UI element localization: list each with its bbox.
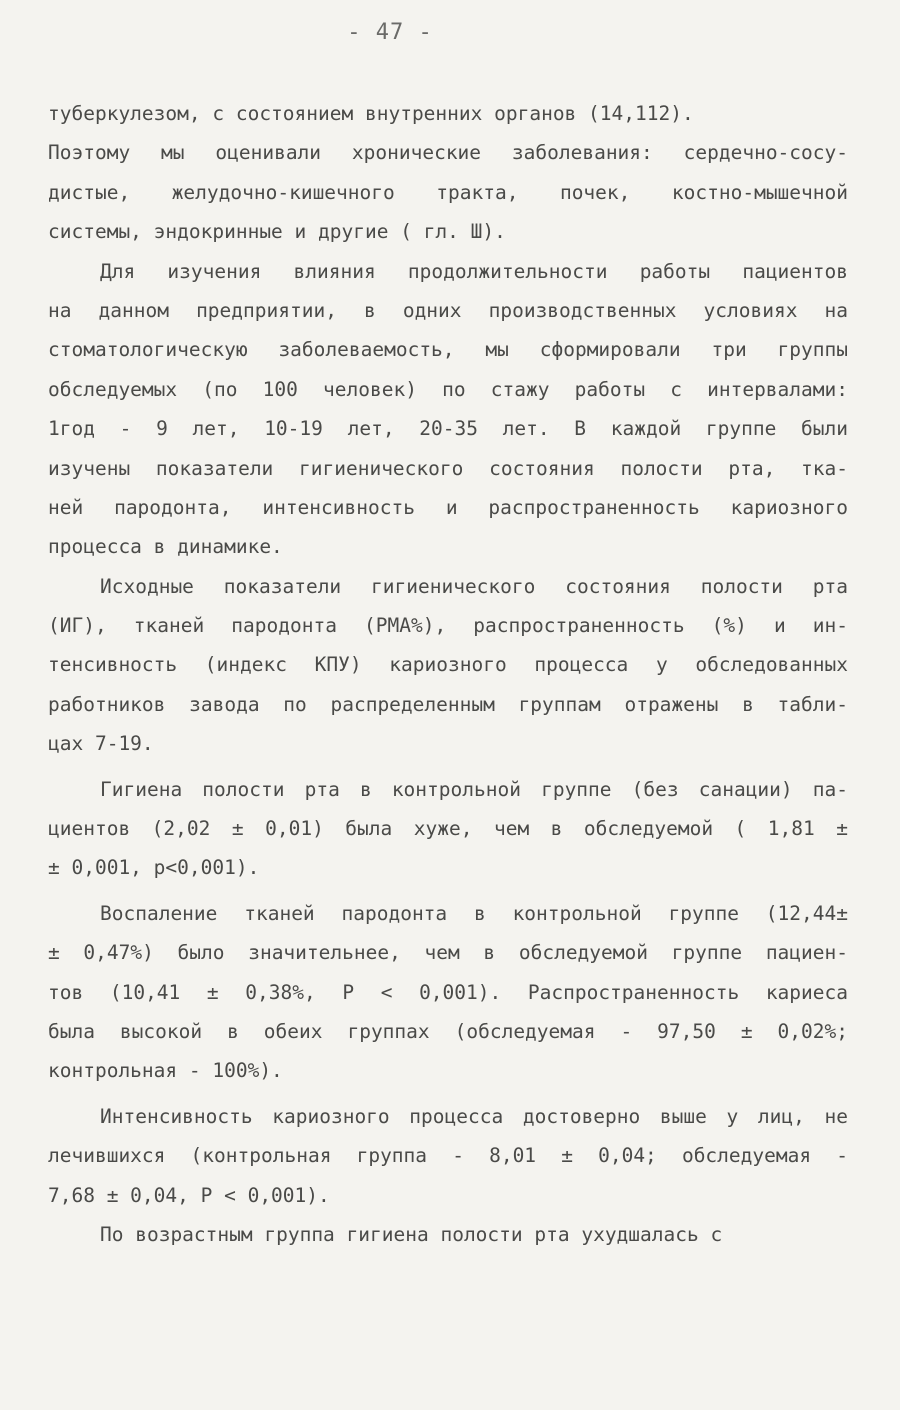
text-line: лечившихся (контрольная группа - 8,01 ± 0,04; обследуемая -	[48, 1144, 848, 1168]
text-line: контрольная - 100%).	[48, 1059, 283, 1083]
text-line: Гигиена полости рта в контрольной группе (без санации) па-	[100, 777, 848, 801]
text-line: стоматологическую заболеваемость, мы сформировали три группы	[48, 338, 848, 362]
text-line: ± 0,001, р<0,001).	[48, 856, 260, 880]
text-line: Исходные показатели гигиенического состояния полости рта	[100, 574, 848, 598]
text-line: тенсивность (индекс КПУ) кариозного процесса у обследованных	[48, 653, 848, 677]
text-line: тов (10,41 ± 0,38%, Р < 0,001). Распространенность кариеса	[48, 980, 848, 1004]
text-line: обследуемых (по 100 человек) по стажу работы с интервалами:	[48, 377, 848, 401]
text-line: была высокой в обеих группах (обследуемая - 97,50 ± 0,02%;	[48, 1019, 848, 1043]
text-line: процесса в динамике.	[48, 535, 283, 559]
text-line: Для изучения влияния продолжительности работы пациентов	[100, 259, 848, 283]
text-line: изучены показатели гигиенического состояния полости рта, тка-	[48, 456, 848, 480]
text-line: Воспаление тканей пародонта в контрольной группе (12,44±	[100, 901, 848, 925]
text-line: 1год - 9 лет, 10-19 лет, 20-35 лет. В каждой группе были	[48, 417, 848, 441]
text-line: туберкулезом, с состоянием внутренних органов (14,112).	[48, 102, 694, 125]
text-line: 7,68 ± 0,04, Р < 0,001).	[48, 1183, 330, 1207]
text-line: циентов (2,02 ± 0,01) была хуже, чем в обследуемой ( 1,81 ±	[48, 817, 848, 841]
text-line: дистые, желудочно-кишечного тракта, почек, костно-мышечной	[48, 180, 848, 204]
text-line: системы, эндокринные и другие ( гл. Ш).	[48, 220, 506, 244]
text-line: По возрастным группа гигиена полости рта ухудшалась с	[100, 1222, 723, 1246]
text-line: ней пародонта, интенсивность и распространенность кариозного	[48, 495, 848, 519]
text-line: работников завода по распределенным группам отражены в табли-	[48, 692, 848, 716]
text-line: Поэтому мы оценивали хронические заболевания: сердечно-сосу-	[48, 141, 848, 165]
body-text	[48, 94, 848, 1254]
text-line: (ИГ), тканей пародонта (РМА%), распространенность (%) и ин-	[48, 614, 848, 638]
text-line: ± 0,47%) было значительнее, чем в обследуемой группе пациен-	[48, 941, 848, 965]
text-line: Интенсивность кариозного процесса достоверно выше у лиц, не	[100, 1104, 848, 1128]
text-line: цах 7-19.	[48, 732, 154, 756]
text-line: на данном предприятии, в одних производственных условиях на	[48, 298, 848, 322]
page-number: - 47 -	[347, 20, 433, 45]
